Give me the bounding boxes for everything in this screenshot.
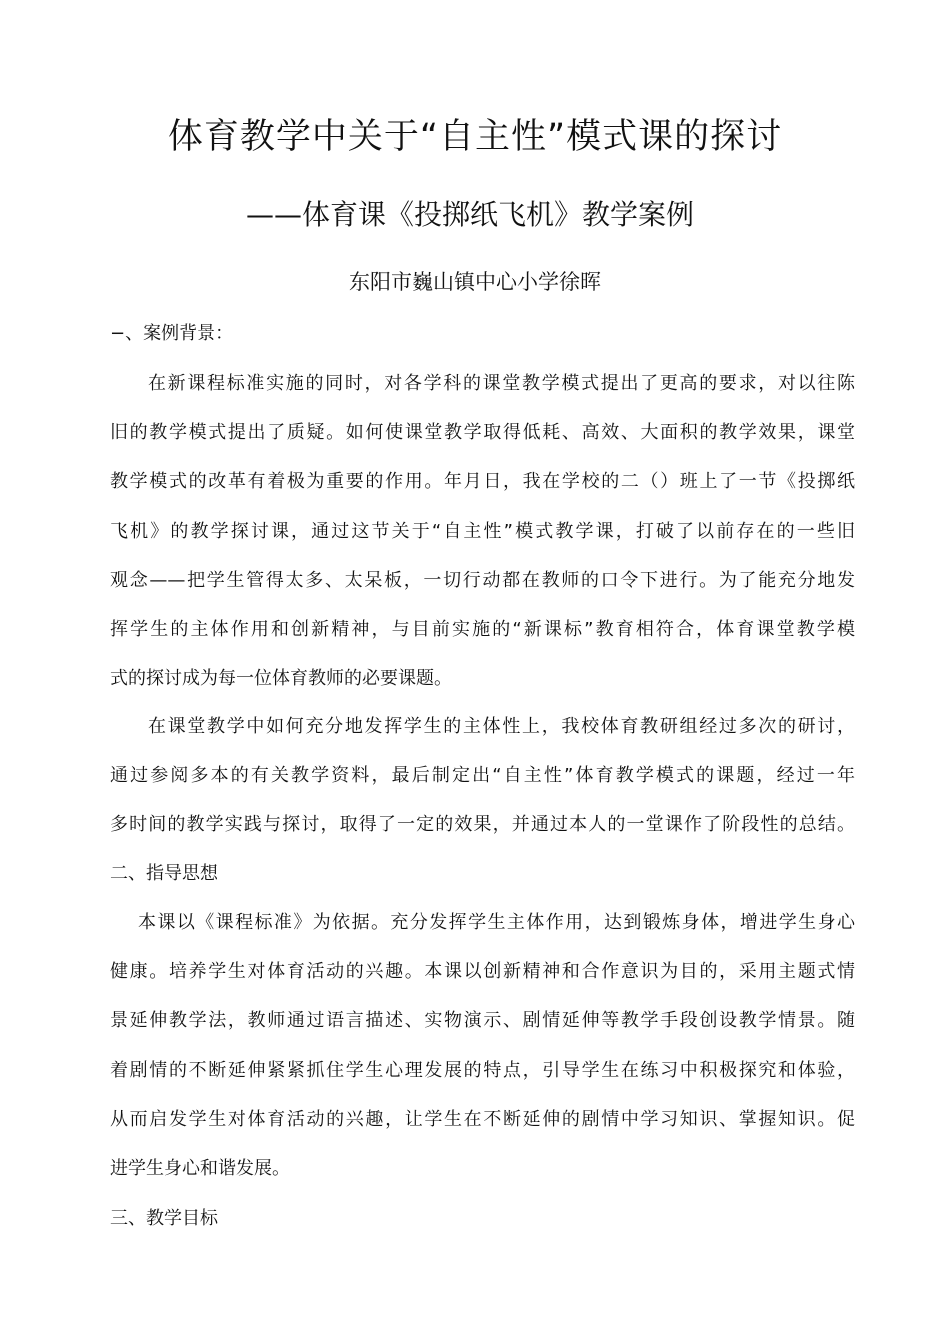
text-line: 式的探讨成为每一位体育教师的必要课题。 xyxy=(110,668,452,690)
text-line: 健康。培养学生对体育活动的兴趣。本课以创新精神和合作意识为目的，采用主题式情 xyxy=(110,961,855,983)
text-line: 通过参阅多本的有关教学资料，最后制定出“自主性”体育教学模式的课题，经过一年 xyxy=(110,765,855,787)
text-line: 在课堂教学中如何充分地发挥学生的主体性上，我校体育教研组经过多次的研讨， xyxy=(148,716,855,737)
document-author: 东阳市巍山镇中心小学徐晖 xyxy=(349,270,601,294)
text-line: 着剧情的不断延伸紧紧抓住学生心理发展的特点，引导学生在练习中积极探究和体验， xyxy=(110,1059,855,1081)
paragraph-guiding-idea xyxy=(110,947,855,1193)
text-line: 进学生身心和谐发展。 xyxy=(110,1157,290,1179)
text-line: 挥学生的主体作用和创新精神，与目前实施的“新课标”教育相符合，体育课堂教学模 xyxy=(110,618,855,640)
text-line: 教学模式的改革有着极为重要的作用。年月日，我在学校的二（）班上了一节《投掷纸 xyxy=(110,471,855,493)
section-heading-background: −、案例背景： xyxy=(110,323,234,344)
paragraph-background-1-first-line-indent xyxy=(110,359,855,408)
section-heading-guiding-idea: 二、指导思想 xyxy=(110,863,218,884)
text-line: 飞机》的教学探讨课，通过这节关于“自主性”模式教学课，打破了以前存在的一些旧 xyxy=(110,520,855,542)
paragraph-background-2 xyxy=(110,751,855,849)
text-line: 本课以《课程标准》为依据。充分发挥学生主体作用，达到锻炼身体，增进学生身心 xyxy=(138,912,855,933)
text-line: 在新课程标准实施的同时，对各学科的课堂教学模式提出了更高的要求，对以往陈 xyxy=(148,373,855,394)
document-subtitle: ——体育课《投掷纸飞机》教学案例 xyxy=(246,198,695,231)
paragraph-background-2-first-line-indent xyxy=(110,702,855,751)
paragraph-background-1 xyxy=(110,408,855,703)
text-line: 旧的教学模式提出了质疑。如何使课堂教学取得低耗、高效、大面积的教学效果，课堂 xyxy=(110,422,855,444)
document-title: 体育教学中关于“自主性”模式课的探讨 xyxy=(167,117,783,157)
text-line: 观念——把学生管得太多、太呆板，一切行动都在教师的口令下进行。为了能充分地发 xyxy=(110,569,855,591)
text-line: 从而启发学生对体育活动的兴趣，让学生在不断延伸的剧情中学习知识、掌握知识。促 xyxy=(110,1108,855,1130)
text-line: 景延伸教学法，教师通过语言描述、实物演示、剧情延伸等教学手段创设教学情景。随 xyxy=(110,1010,855,1032)
text-line: 多时间的教学实践与探讨，取得了一定的效果，并通过本人的一堂课作了阶段性的总结。 xyxy=(110,814,855,836)
section-heading-teaching-goals: 三、教学目标 xyxy=(110,1208,218,1229)
paragraph-guiding-idea-first-line-indent xyxy=(110,898,855,947)
